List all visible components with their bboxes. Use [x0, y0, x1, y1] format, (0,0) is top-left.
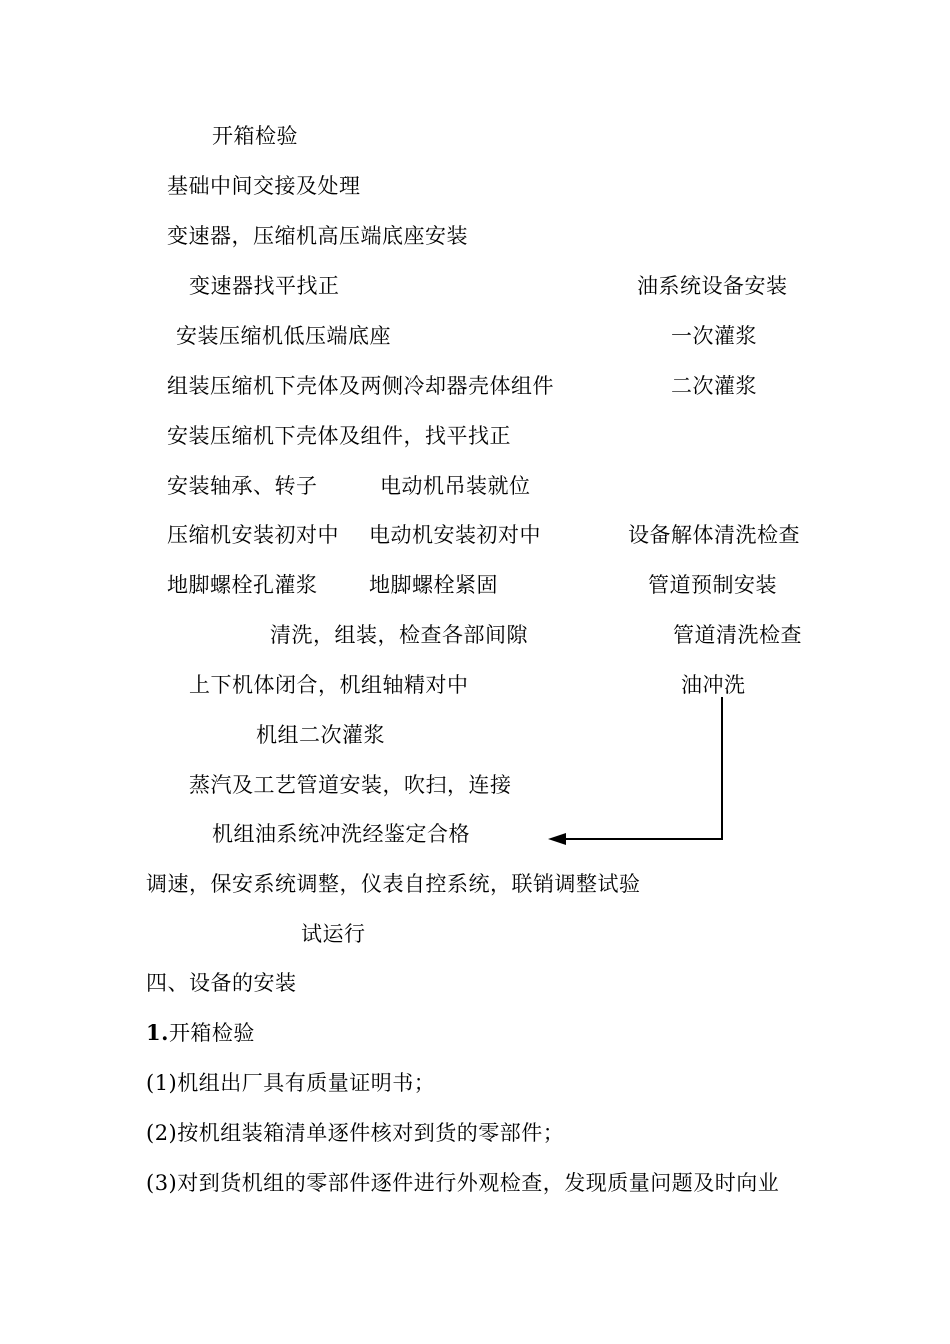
- flow-step-bearing-rotor: 安装轴承、转子: [167, 474, 318, 498]
- flow-step-oil-flushing: 油冲洗: [681, 673, 746, 697]
- flow-step-lower-casing-assembly: 组装压缩机下壳体及两侧冷却器壳体组件: [167, 374, 554, 398]
- list-item: (2)按机组装箱清单逐件核对到货的零部件；: [146, 1121, 565, 1145]
- flow-step-pipe-prefab: 管道预制安装: [648, 573, 777, 597]
- flow-step-motor-initial-align: 电动机安装初对中: [369, 523, 541, 547]
- list-item: (1)机组出厂具有质量证明书；: [146, 1071, 436, 1095]
- flow-step-compressor-initial-align: 压缩机安装初对中: [167, 523, 339, 547]
- flow-step-foundation: 基础中间交接及处理: [167, 174, 361, 198]
- flow-step-disassembly-inspection: 设备解体清洗检查: [628, 523, 800, 547]
- subsection-heading: [146, 1020, 255, 1046]
- flow-step-trial-run: 试运行: [301, 922, 366, 946]
- flow-step-secondary-grouting: 机组二次灌浆: [256, 723, 385, 747]
- flow-step-piping: 蒸汽及工艺管道安装，吹扫，连接: [189, 773, 512, 797]
- flow-step-base-install: 变速器，压缩机高压端底座安装: [167, 224, 468, 248]
- flow-step-right-secondary-grouting: 二次灌浆: [671, 374, 757, 398]
- flow-step-motor-hoisting: 电动机吊装就位: [380, 474, 531, 498]
- flow-step-oil-system-install: 油系统设备安装: [637, 274, 788, 298]
- flow-step-primary-grouting: 一次灌浆: [671, 324, 757, 348]
- flow-step-gearbox-align: 变速器找平找正: [189, 274, 340, 298]
- flow-step-clean-assemble: 清洗，组装，检查各部间隙: [270, 623, 528, 647]
- subsection-title: 开箱检验: [168, 1021, 255, 1045]
- flow-step-anchor-tighten: 地脚螺栓紧固: [369, 573, 498, 597]
- subsection-number: 1.: [146, 1020, 169, 1045]
- flow-step-unboxing: 开箱检验: [212, 124, 298, 148]
- flow-step-casing-close: 上下机体闭合，机组轴精对中: [189, 673, 469, 697]
- flow-step-oil-flush-qualified: 机组油系统冲洗经鉴定合格: [212, 822, 470, 846]
- flow-step-tuning: 调速，保安系统调整，仪表自控系统，联销调整试验: [146, 872, 641, 896]
- flow-step-lower-casing-install: 安装压缩机下壳体及组件，找平找正: [167, 424, 511, 448]
- flow-step-pipe-cleaning: 管道清洗检查: [673, 623, 802, 647]
- flow-step-anchor-grouting: 地脚螺栓孔灌浆: [167, 573, 318, 597]
- list-item: (3)对到货机组的零部件逐件进行外观检查，发现质量问题及时向业: [146, 1171, 780, 1195]
- section-heading: 四、设备的安装: [146, 971, 297, 995]
- flow-step-low-pressure-base: 安装压缩机低压端底座: [176, 324, 391, 348]
